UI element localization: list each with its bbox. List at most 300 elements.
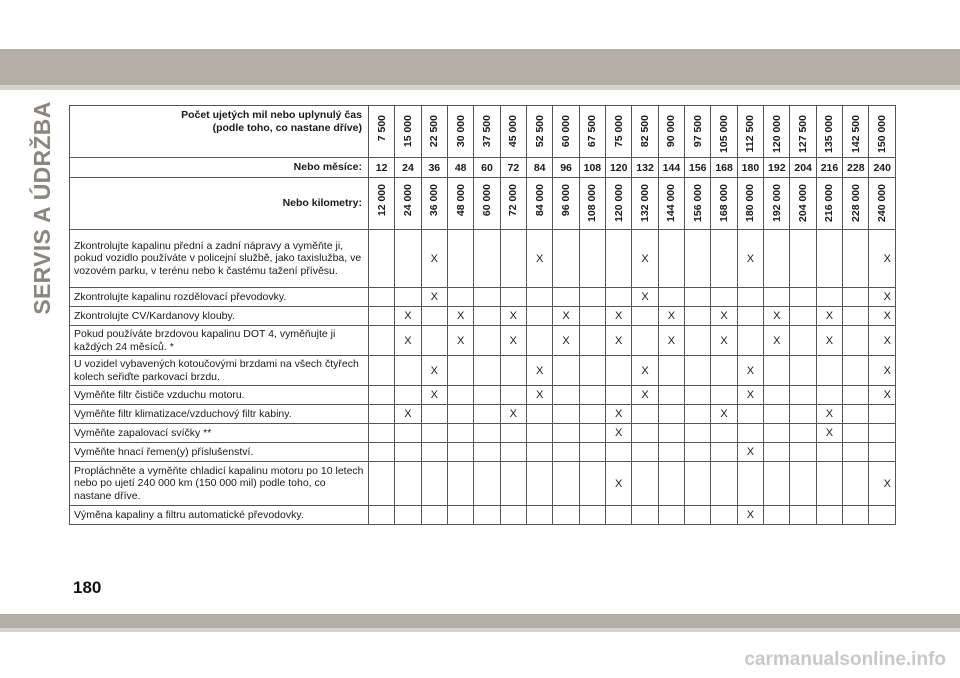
service-mark	[606, 386, 632, 405]
service-mark	[711, 443, 737, 462]
service-mark	[843, 405, 869, 424]
miles-header-cell	[764, 106, 790, 158]
months-value: 156	[685, 158, 711, 178]
service-mark	[421, 462, 447, 506]
service-mark: X	[421, 356, 447, 386]
header-row-km	[70, 178, 896, 230]
service-mark	[606, 506, 632, 525]
miles-value: 120 000	[770, 115, 783, 153]
service-mark: X	[421, 288, 447, 307]
miles-header-cell	[632, 106, 658, 158]
miles-header-cell	[395, 106, 421, 158]
km-header-cell	[553, 178, 579, 230]
service-mark	[790, 506, 816, 525]
service-mark	[737, 462, 763, 506]
task-description: Pokud používáte brzdovou kapalinu DOT 4, vyměňujte ji každých 24 měsíců. *	[70, 326, 369, 356]
km-value: 84 000	[533, 184, 546, 217]
service-mark	[843, 443, 869, 462]
service-mark	[764, 443, 790, 462]
service-mark: X	[447, 326, 473, 356]
task-description: Vyměňte filtr čističe vzduchu motoru.	[70, 386, 369, 405]
service-mark	[474, 443, 500, 462]
km-value: 60 000	[481, 184, 493, 217]
service-mark: X	[447, 307, 473, 326]
service-mark	[500, 462, 526, 506]
service-mark	[368, 424, 394, 443]
service-mark	[447, 288, 473, 307]
service-mark	[553, 288, 579, 307]
service-mark	[869, 405, 896, 424]
service-mark	[527, 443, 553, 462]
months-value: 168	[711, 158, 737, 178]
service-mark	[632, 405, 658, 424]
task-description: Vyměňte hnací řemen(y) příslušenství.	[70, 443, 369, 462]
service-mark	[527, 326, 553, 356]
service-mark	[843, 307, 869, 326]
service-mark	[632, 326, 658, 356]
months-value: 24	[395, 158, 421, 178]
miles-value: 30 000	[454, 115, 467, 148]
km-value: 72 000	[507, 184, 520, 217]
service-mark	[368, 288, 394, 307]
miles-value: 150 000	[876, 115, 889, 153]
service-mark	[658, 288, 684, 307]
service-mark	[421, 326, 447, 356]
service-mark	[474, 307, 500, 326]
km-value: 108 000	[586, 184, 599, 222]
service-mark	[658, 506, 684, 525]
service-mark	[737, 326, 763, 356]
service-mark	[368, 462, 394, 506]
service-mark	[500, 288, 526, 307]
service-mark	[658, 356, 684, 386]
service-mark	[790, 288, 816, 307]
km-value: 12 000	[375, 184, 388, 217]
service-mark	[658, 462, 684, 506]
service-mark	[816, 288, 842, 307]
service-mark	[711, 424, 737, 443]
service-mark	[553, 506, 579, 525]
service-mark	[447, 424, 473, 443]
task-description: Vyměňte filtr klimatizace/vzduchový filtr kabiny.	[70, 405, 369, 424]
service-mark	[579, 443, 605, 462]
service-mark: X	[527, 386, 553, 405]
service-mark	[685, 462, 711, 506]
service-mark	[579, 386, 605, 405]
service-mark: X	[500, 405, 526, 424]
miles-value: 37 500	[481, 115, 493, 148]
service-mark: X	[632, 230, 658, 288]
service-mark	[474, 386, 500, 405]
service-mark: X	[606, 326, 632, 356]
miles-value: 15 000	[401, 115, 414, 148]
km-header-cell	[764, 178, 790, 230]
table-row	[70, 326, 896, 356]
service-mark	[395, 462, 421, 506]
service-mark	[421, 443, 447, 462]
km-header-cell	[658, 178, 684, 230]
km-value: 96 000	[560, 184, 573, 217]
service-mark	[421, 405, 447, 424]
service-mark	[395, 424, 421, 443]
months-value: 96	[553, 158, 579, 178]
service-mark: X	[869, 462, 896, 506]
service-mark	[474, 405, 500, 424]
service-mark	[500, 386, 526, 405]
km-header-cell	[421, 178, 447, 230]
task-description: Zkontrolujte kapalinu přední a zadní nápravy a vyměňte ji, pokud vozidlo používáte v policejní službě, jako taxislužba, ve vozovém parku, v terénu nebo k častému tažení přívěsu.	[70, 230, 369, 288]
service-mark	[579, 405, 605, 424]
header-row-months	[70, 158, 896, 178]
months-value: 12	[368, 158, 394, 178]
service-mark: X	[395, 405, 421, 424]
service-mark	[658, 405, 684, 424]
service-mark	[843, 506, 869, 525]
service-mark	[658, 386, 684, 405]
service-mark: X	[500, 307, 526, 326]
km-header-cell	[790, 178, 816, 230]
miles-value: 45 000	[507, 115, 520, 148]
service-mark	[843, 326, 869, 356]
service-mark	[500, 230, 526, 288]
service-mark	[474, 506, 500, 525]
service-mark	[632, 506, 658, 525]
service-mark: X	[816, 307, 842, 326]
service-mark	[500, 424, 526, 443]
service-mark	[658, 443, 684, 462]
miles-header-cell	[843, 106, 869, 158]
service-mark	[447, 443, 473, 462]
service-mark: X	[421, 230, 447, 288]
table-row	[70, 443, 896, 462]
service-mark	[632, 462, 658, 506]
maintenance-schedule-table	[69, 105, 896, 525]
service-mark: X	[869, 356, 896, 386]
service-mark	[474, 424, 500, 443]
service-mark	[421, 307, 447, 326]
service-mark: X	[737, 443, 763, 462]
km-header-cell	[843, 178, 869, 230]
service-mark	[579, 307, 605, 326]
service-mark	[790, 386, 816, 405]
km-value: 204 000	[797, 184, 810, 222]
service-mark	[500, 506, 526, 525]
service-mark	[764, 386, 790, 405]
km-header-cell	[447, 178, 473, 230]
miles-header-cell	[816, 106, 842, 158]
service-mark: X	[737, 230, 763, 288]
months-header-label: Nebo měsíce:	[70, 158, 369, 178]
service-mark	[869, 443, 896, 462]
km-value: 192 000	[770, 184, 783, 222]
service-mark	[368, 230, 394, 288]
service-mark	[395, 386, 421, 405]
km-value: 48 000	[454, 184, 467, 217]
page-number: 180	[73, 578, 102, 597]
service-mark: X	[632, 356, 658, 386]
service-mark	[711, 386, 737, 405]
miles-header-cell	[447, 106, 473, 158]
service-mark	[632, 307, 658, 326]
km-value: 144 000	[665, 184, 678, 222]
miles-value: 105 000	[718, 115, 731, 153]
miles-value: 52 500	[533, 115, 546, 148]
miles-value: 142 500	[849, 115, 862, 153]
months-value: 216	[816, 158, 842, 178]
service-mark	[737, 405, 763, 424]
service-mark	[685, 386, 711, 405]
service-mark	[685, 443, 711, 462]
service-mark	[711, 356, 737, 386]
months-value: 84	[527, 158, 553, 178]
km-value: 228 000	[849, 184, 862, 222]
service-mark	[764, 356, 790, 386]
miles-value: 112 500	[744, 115, 757, 153]
km-header-cell	[474, 178, 500, 230]
km-header-cell	[500, 178, 526, 230]
service-mark	[553, 230, 579, 288]
service-mark	[447, 405, 473, 424]
service-mark: X	[737, 386, 763, 405]
miles-header-cell	[869, 106, 896, 158]
service-mark	[606, 356, 632, 386]
miles-value: 60 000	[560, 115, 573, 148]
service-mark	[816, 506, 842, 525]
service-mark	[553, 386, 579, 405]
months-value: 108	[579, 158, 605, 178]
months-value: 192	[764, 158, 790, 178]
service-mark	[395, 288, 421, 307]
months-value: 228	[843, 158, 869, 178]
service-mark	[553, 443, 579, 462]
service-mark	[579, 462, 605, 506]
footer-stripe-light	[0, 628, 960, 632]
miles-value: 22 500	[428, 115, 441, 148]
service-mark	[395, 356, 421, 386]
km-value: 120 000	[612, 184, 625, 222]
service-mark	[843, 356, 869, 386]
service-mark	[553, 405, 579, 424]
service-mark	[711, 506, 737, 525]
service-mark	[553, 424, 579, 443]
service-mark	[816, 356, 842, 386]
km-value: 24 000	[401, 184, 414, 217]
service-mark	[579, 326, 605, 356]
service-mark: X	[606, 424, 632, 443]
service-mark	[606, 230, 632, 288]
service-mark	[368, 506, 394, 525]
miles-header-cell	[474, 106, 500, 158]
km-header-cell	[685, 178, 711, 230]
service-mark: X	[711, 326, 737, 356]
months-value: 132	[632, 158, 658, 178]
service-mark	[711, 462, 737, 506]
service-mark	[790, 356, 816, 386]
km-value: 36 000	[428, 184, 441, 217]
service-mark: X	[711, 307, 737, 326]
table-row	[70, 424, 896, 443]
service-mark	[790, 424, 816, 443]
months-value: 72	[500, 158, 526, 178]
km-header-cell	[816, 178, 842, 230]
service-mark: X	[869, 307, 896, 326]
service-mark	[685, 307, 711, 326]
km-header-cell	[579, 178, 605, 230]
service-mark	[474, 326, 500, 356]
km-header-label: Nebo kilometry:	[70, 178, 369, 230]
service-mark	[711, 288, 737, 307]
table-row	[70, 462, 896, 506]
miles-value: 75 000	[612, 115, 625, 148]
service-mark	[527, 506, 553, 525]
miles-header-cell	[527, 106, 553, 158]
km-value: 132 000	[639, 184, 652, 222]
service-mark	[685, 356, 711, 386]
service-mark	[764, 230, 790, 288]
km-value: 180 000	[744, 184, 757, 222]
miles-header-line-2: (podle toho, co nastane dříve)	[212, 122, 362, 134]
service-mark: X	[527, 356, 553, 386]
miles-header-cell	[421, 106, 447, 158]
miles-header-cell	[685, 106, 711, 158]
task-description: Vyměňte zapalovací svíčky **	[70, 424, 369, 443]
service-mark	[395, 230, 421, 288]
service-mark: X	[553, 307, 579, 326]
service-mark: X	[869, 386, 896, 405]
service-mark	[632, 443, 658, 462]
miles-value: 127 500	[797, 115, 810, 153]
miles-header-cell	[579, 106, 605, 158]
service-mark	[790, 307, 816, 326]
miles-value: 135 000	[823, 115, 836, 153]
months-value: 120	[606, 158, 632, 178]
service-mark: X	[606, 462, 632, 506]
top-margin	[0, 0, 960, 49]
service-mark: X	[606, 405, 632, 424]
km-value: 240 000	[876, 184, 889, 222]
service-mark	[764, 405, 790, 424]
service-mark	[658, 230, 684, 288]
service-mark	[790, 443, 816, 462]
service-mark: X	[606, 307, 632, 326]
header-stripe-light	[0, 85, 960, 90]
service-mark	[553, 356, 579, 386]
miles-value: 82 500	[639, 115, 652, 148]
months-value: 180	[737, 158, 763, 178]
service-mark: X	[737, 356, 763, 386]
miles-header-cell	[500, 106, 526, 158]
service-mark	[421, 424, 447, 443]
miles-header-cell	[737, 106, 763, 158]
service-mark	[790, 405, 816, 424]
service-mark	[579, 288, 605, 307]
table-row	[70, 307, 896, 326]
service-mark	[606, 443, 632, 462]
service-mark	[843, 424, 869, 443]
task-description: U vozidel vybavených kotoučovými brzdami na všech čtyřech kolech seřiďte parkovací brzdu.	[70, 356, 369, 386]
service-mark	[764, 506, 790, 525]
months-value: 48	[447, 158, 473, 178]
miles-header-cell	[711, 106, 737, 158]
task-description: Propláchněte a vyměňte chladicí kapalinu motoru po 10 letech nebo po ujetí 240 000 km (150 000 mil) podle toho, co nastane dříve.	[70, 462, 369, 506]
service-mark	[737, 424, 763, 443]
service-mark: X	[764, 307, 790, 326]
service-mark	[553, 462, 579, 506]
service-mark	[579, 230, 605, 288]
header-stripe	[0, 49, 960, 85]
service-mark	[843, 462, 869, 506]
miles-header-cell	[368, 106, 394, 158]
service-mark	[447, 230, 473, 288]
service-mark: X	[395, 326, 421, 356]
service-mark	[737, 307, 763, 326]
months-value: 144	[658, 158, 684, 178]
service-mark: X	[421, 386, 447, 405]
service-mark	[685, 326, 711, 356]
service-mark	[606, 288, 632, 307]
service-mark	[764, 424, 790, 443]
miles-header-cell	[658, 106, 684, 158]
service-mark	[764, 288, 790, 307]
table-row	[70, 405, 896, 424]
service-mark	[368, 326, 394, 356]
service-mark	[447, 462, 473, 506]
service-mark: X	[395, 307, 421, 326]
service-mark	[579, 356, 605, 386]
service-mark: X	[658, 307, 684, 326]
months-value: 240	[869, 158, 896, 178]
service-mark	[368, 307, 394, 326]
months-value: 60	[474, 158, 500, 178]
service-mark	[579, 506, 605, 525]
table-row	[70, 288, 896, 307]
service-mark	[527, 307, 553, 326]
task-description: Zkontrolujte kapalinu rozdělovací převodovky.	[70, 288, 369, 307]
service-mark	[474, 288, 500, 307]
service-mark: X	[816, 424, 842, 443]
service-mark: X	[711, 405, 737, 424]
service-mark	[685, 506, 711, 525]
km-header-cell	[737, 178, 763, 230]
service-mark: X	[527, 230, 553, 288]
service-mark	[368, 386, 394, 405]
service-mark: X	[737, 506, 763, 525]
service-mark	[527, 424, 553, 443]
service-mark	[816, 443, 842, 462]
service-mark: X	[500, 326, 526, 356]
service-mark	[816, 386, 842, 405]
miles-header-cell	[790, 106, 816, 158]
task-description: Výměna kapaliny a filtru automatické převodovky.	[70, 506, 369, 525]
service-mark	[843, 230, 869, 288]
service-mark: X	[869, 230, 896, 288]
service-mark	[500, 443, 526, 462]
service-mark: X	[816, 326, 842, 356]
footer-stripe	[0, 614, 960, 628]
service-mark	[395, 506, 421, 525]
km-header-cell	[869, 178, 896, 230]
watermark: carmanualsonline.info	[744, 649, 946, 670]
miles-value: 90 000	[665, 115, 678, 148]
months-value: 204	[790, 158, 816, 178]
service-mark: X	[869, 326, 896, 356]
service-mark: X	[816, 405, 842, 424]
miles-value: 67 500	[586, 115, 599, 148]
service-mark	[816, 230, 842, 288]
miles-header-cell	[553, 106, 579, 158]
service-mark	[869, 424, 896, 443]
table-row	[70, 356, 896, 386]
